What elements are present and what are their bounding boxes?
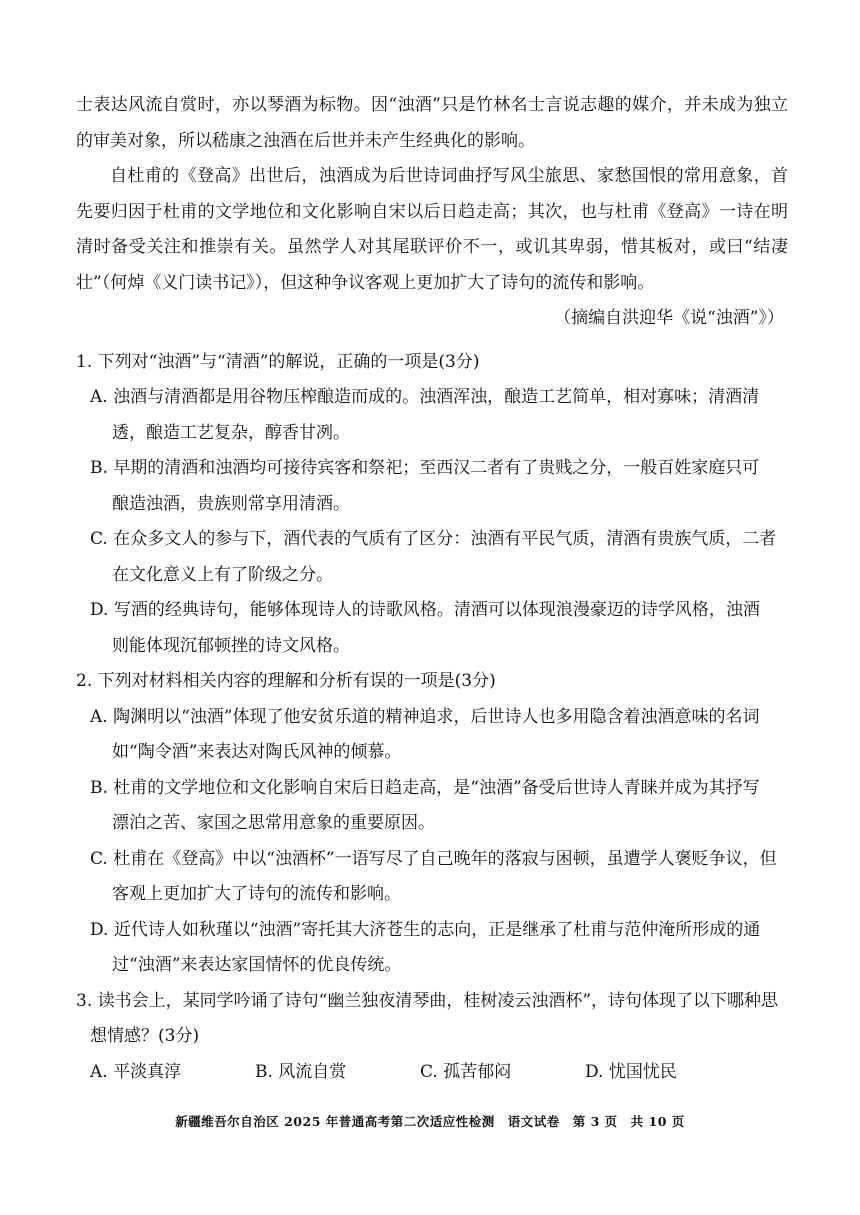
passage-paragraph-1: 士表达风流自赏时，亦以琴酒为标物。因“浊酒”只是竹林名士言说志趣的媒介，并未成为独立的审美对象，所以嵇康之浊酒在后世并未产生经典化的影响。: [76, 95, 788, 151]
question-1-option-d: D. 写酒的经典诗句，能够体现诗人的诗歌风格。清酒可以体现浪漫豪迈的诗学风格，浊酒: [90, 600, 760, 620]
question-1-option-a: A. 浊酒与清酒都是用谷物压榨酿造而成的。浊酒浑浊，酿造工艺简单，相对寡味；清酒清: [90, 387, 760, 407]
question-1-option-d-cont: 则能体现沉郁顿挫的诗文风格。: [112, 635, 350, 656]
question-2-option-d-cont: 过“浊酒”来表达家国情怀的优良传统。: [112, 955, 402, 975]
question-1-option-c-cont: 在文化意义上有了阶级之分。: [112, 564, 333, 585]
passage-paragraph-2: 自杜甫的《登高》出世后，浊酒成为后世诗词曲抒写风尘旅思、家愁国恨的常用意象，首先要归因于杜甫的文学地位和文化影响自宋以后日趋走高；其次，也与杜甫《登高》一诗在明清时备受关注和推崇有关。虽然学人对其尾联评价不一，或讥其卑弱，惜其板对，或曰“结凄壮”（何焯《义门读书记》），但这种争议客观上更加扩大了诗句的流传和影响。: [76, 166, 788, 293]
question-2-option-b-cont: 漂泊之苦、家国之思常用意象的重要原因。: [112, 813, 435, 833]
question-1-stem: 1. 下列对“浊酒”与“清酒”的解说，正确的一项是(3分): [76, 351, 480, 372]
question-1-option-c: C. 在众多文人的参与下，酒代表的气质有了区分：浊酒有平民气质，清酒有贵族气质，二者: [90, 529, 777, 549]
question-3-option-c: C. 孤苦郁闷: [420, 1061, 512, 1082]
question-1-option-b-cont: 酿造浊酒，贵族则常享用清酒。: [112, 493, 350, 514]
question-2-option-c-cont: 客观上更加扩大了诗句的流传和影响。: [112, 884, 401, 904]
question-1-option-a-cont: 透，酿造工艺复杂，醇香甘冽。: [112, 422, 350, 443]
question-3-option-d: D. 忧国忧民: [585, 1061, 677, 1082]
page-footer: 新疆维吾尔自治区 2025 年普通高考第二次适应性检测 语文试卷 第 3 页 共 10 页: [175, 1114, 685, 1129]
question-2-option-d: D. 近代诗人如秋瑾以“浊酒”寄托其大济苍生的志向，正是继承了杜甫与范仲淹所形成的通: [90, 919, 761, 940]
question-3-option-b: B. 风流自赏: [255, 1061, 347, 1082]
question-2-option-a-cont: 如“陶令酒”来表达对陶氏风神的倾慕。: [112, 742, 402, 762]
question-3-stem-cont: 想情感？(3分): [90, 1026, 200, 1046]
passage-source: （摘编自洪迎华《说“浊酒”》）: [554, 308, 784, 328]
question-3-option-a: A. 平淡真淳: [90, 1061, 182, 1082]
question-2-option-c: C. 杜甫在《登高》中以“浊酒杯”一语写尽了自己晚年的落寂与困顿，虽遭学人褒贬争议，但: [90, 848, 777, 869]
question-2-stem: 2. 下列对材料相关内容的理解和分析有误的一项是(3分): [76, 671, 496, 691]
question-2-option-a: A. 陶渊明以“浊酒”体现了他安贫乐道的精神追求，后世诗人也多用隐含着浊酒意味的名词: [90, 706, 760, 727]
question-3-options: [76, 1055, 788, 1090]
question-2-option-b: B. 杜甫的文学地位和文化影响自宋后日趋走高，是“浊酒”备受后世诗人青睐并成为其抒写: [90, 777, 760, 798]
question-3-stem: 3. 读书会上，某同学吟诵了诗句“幽兰独夜清琴曲，桂树凌云浊酒杯”，诗句体现了以下哪种思: [76, 990, 779, 1011]
question-1-option-b: B. 早期的清酒和浊酒均可接待宾客和祭祀；至西汉二者有了贵贱之分，一般百姓家庭只可: [90, 458, 760, 478]
